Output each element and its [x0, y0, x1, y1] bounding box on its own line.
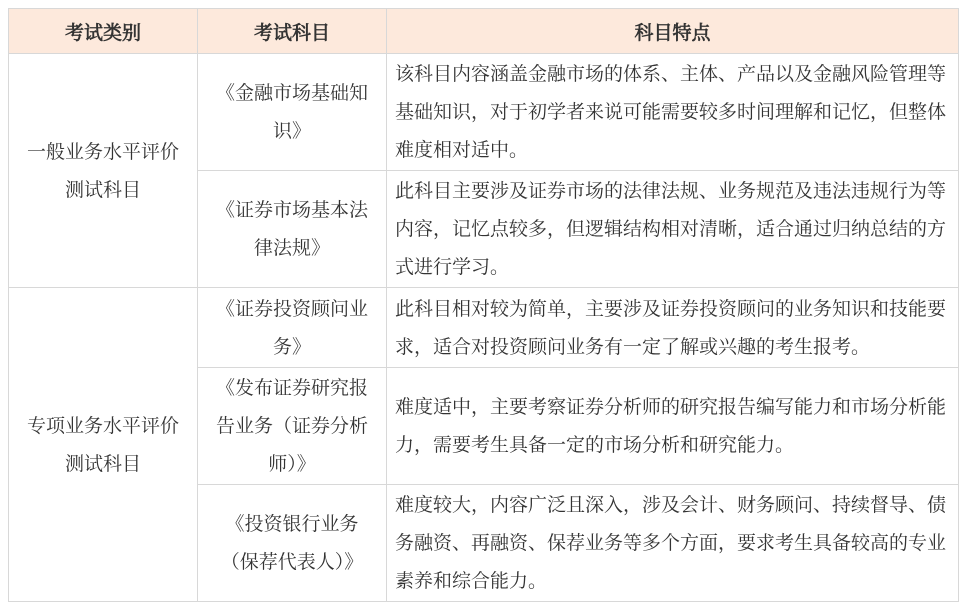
subject-cell: 《投资银行业务（保荐代表人）》: [198, 485, 387, 602]
feature-cell: 难度较大，内容广泛且深入，涉及会计、财务顾问、持续督导、债务融资、再融资、保荐业务等多个方面，要求考生具备较高的专业素养和综合能力。: [387, 485, 959, 602]
feature-cell: 难度适中，主要考察证券分析师的研究报告编写能力和市场分析能力，需要考生具备一定的市场分析和研究能力。: [387, 368, 959, 485]
table-row: [9, 288, 959, 368]
subject-cell: 《证券市场基本法律法规》: [198, 171, 387, 288]
table-header-row: [9, 9, 959, 54]
exam-subjects-table: [8, 8, 959, 602]
header-exam-category: 考试类别: [9, 9, 198, 54]
category-cell: 专项业务水平评价测试科目: [9, 288, 198, 602]
subject-cell: 《金融市场基础知识》: [198, 54, 387, 171]
header-subject-features: 科目特点: [387, 9, 959, 54]
feature-cell: 此科目相对较为简单，主要涉及证券投资顾问的业务知识和技能要求，适合对投资顾问业务有一定了解或兴趣的考生报考。: [387, 288, 959, 368]
category-cell: 一般业务水平评价测试科目: [9, 54, 198, 288]
subject-cell: 《发布证券研究报告业务（证券分析师）》: [198, 368, 387, 485]
subject-cell: 《证券投资顾问业务》: [198, 288, 387, 368]
table-row: [9, 54, 959, 171]
feature-cell: 该科目内容涵盖金融市场的体系、主体、产品以及金融风险管理等基础知识，对于初学者来说可能需要较多时间理解和记忆，但整体难度相对适中。: [387, 54, 959, 171]
feature-cell: 此科目主要涉及证券市场的法律法规、业务规范及违法违规行为等内容，记忆点较多，但逻辑结构相对清晰，适合通过归纳总结的方式进行学习。: [387, 171, 959, 288]
header-exam-subject: 考试科目: [198, 9, 387, 54]
